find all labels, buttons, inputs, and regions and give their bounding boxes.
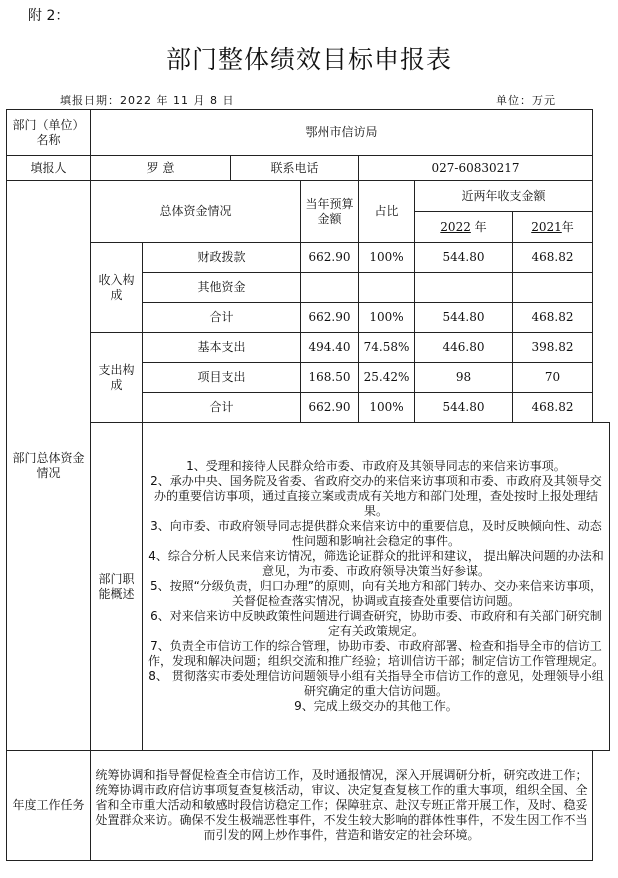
duty-item: 7、负责全市信访工作的综合管理，协助市委、市政府部署、检查和指导全市的信访工作，发现和解决问题；组织交流和推广经验；培训信访干部；制定信访工作管理规定。 xyxy=(147,639,604,668)
fill-date: 填报日期：2022 年 11 月 8 日 xyxy=(60,94,235,107)
row-ratio: 100% xyxy=(359,303,415,333)
overall-funds-label: 总体资金情况 xyxy=(91,181,301,243)
unit-label: 单位：万元 xyxy=(496,94,556,107)
duties-content xyxy=(143,423,610,751)
row-ratio: 74.58% xyxy=(359,333,415,363)
row-ratio: 100% xyxy=(359,243,415,273)
row-2022: 544.80 xyxy=(415,303,513,333)
duty-item: 3、向市委、市政府领导同志提供群众来信来访中的重要信息，及时反映倾向性、动态性问题和影响社会稳定的事件。 xyxy=(150,519,602,548)
row-name: 基本支出 xyxy=(143,333,301,363)
expense-label: 支出构成 xyxy=(91,333,143,423)
row-2022: 98 xyxy=(415,363,513,393)
dept-label: 部门（单位）名称 xyxy=(7,110,91,156)
row-2021: 468.82 xyxy=(513,393,593,423)
funds-section-label: 部门总体资金情况 xyxy=(7,181,91,751)
duty-item: 9、完成上级交办的其他工作。 xyxy=(294,699,458,713)
row-name: 财政拨款 xyxy=(143,243,301,273)
page-title: 部门整体绩效目标申报表 xyxy=(165,45,452,74)
funds-header-row xyxy=(7,181,610,212)
row-ratio: 25.42% xyxy=(359,363,415,393)
row-2021: 70 xyxy=(513,363,593,393)
filler-value: 罗 意 xyxy=(91,156,231,181)
year-2021-header: 2021年 xyxy=(513,212,593,243)
duty-item: 1、受理和接待人民群众给市委、市政府及其领导同志的来信来访事项。 xyxy=(186,459,566,473)
duty-item: 6、对来信来访中反映政策性问题进行调查研究，协助市委、市政府和有关部门研究制定有关政策规定。 xyxy=(150,609,602,638)
row-2021: 398.82 xyxy=(513,333,593,363)
annual-tasks-row xyxy=(7,751,610,861)
duties-row xyxy=(7,423,610,751)
row-ratio xyxy=(359,273,415,303)
duties-label: 部门职能概述 xyxy=(91,423,143,751)
filler-row xyxy=(7,156,610,181)
annual-tasks-label: 年度工作任务 xyxy=(7,751,91,861)
phone-label: 联系电话 xyxy=(231,156,359,181)
row-2021 xyxy=(513,273,593,303)
row-budget: 662.90 xyxy=(301,303,359,333)
dept-row xyxy=(7,110,610,156)
annex-label: 附 2： xyxy=(28,8,70,24)
income-label: 收入构成 xyxy=(91,243,143,333)
duty-item: 8、 贯彻落实市委处理信访问题领导小组有关指导全市信访工作的意见，处理领导小组研究确定的重大信访问题。 xyxy=(148,669,604,698)
row-name: 合计 xyxy=(143,393,301,423)
duty-item: 5、按照“分级负责，归口办理”的原则，向有关地方和部门转办、交办来信来访事项，关督促检查落实情况，协调或直接查处重要信访问题。 xyxy=(149,579,603,608)
budget-header: 当年预算金额 xyxy=(301,181,359,243)
duty-item: 2、承办中央、国务院及省委、省政府交办的来信来访事项和市委、市政府及其领导交办的重要信访事项，通过直接立案或责成有关地方和部门处理，查处按时上报处理结果。 xyxy=(150,474,602,518)
row-budget: 662.90 xyxy=(301,243,359,273)
year-2022-header: 2022 年 xyxy=(415,212,513,243)
duty-item: 4、综合分析人民来信来访情况，筛选论证群众的批评和建议， 提出解决问题的办法和意见，为市委、市政府领导决策当好参谋。 xyxy=(148,549,604,578)
expense-row xyxy=(7,333,610,363)
filler-label: 填报人 xyxy=(7,156,91,181)
row-ratio: 100% xyxy=(359,393,415,423)
row-budget xyxy=(301,273,359,303)
ratio-header: 占比 xyxy=(359,181,415,243)
row-2021: 468.82 xyxy=(513,243,593,273)
income-row xyxy=(7,243,610,273)
row-2022: 446.80 xyxy=(415,333,513,363)
row-2022 xyxy=(415,273,513,303)
row-name: 合计 xyxy=(143,303,301,333)
performance-form-table xyxy=(6,109,610,861)
row-2022: 544.80 xyxy=(415,243,513,273)
phone-value: 027-60830217 xyxy=(359,156,593,181)
row-budget: 168.50 xyxy=(301,363,359,393)
row-name: 项目支出 xyxy=(143,363,301,393)
row-budget: 662.90 xyxy=(301,393,359,423)
row-budget: 494.40 xyxy=(301,333,359,363)
recent-years-header: 近两年收支金额 xyxy=(415,181,593,212)
row-2021: 468.82 xyxy=(513,303,593,333)
annual-tasks-content: 统筹协调和指导督促检查全市信访工作，及时通报情况，深入开展调研分析，研究改进工作；统筹协调市政府信访事项复查复核活动，审议、决定复查复核工作的重大事项，组织全国、全省和全市重大活动和敏感时段信访稳定工作；保障驻京、赴汉专班正常开展工作，及时、稳妥处置群众来访。确保不发生极端恶性事件，不发生较大影响的群体性事件，不发生因工作不当而引发的网上炒作事件，营造和谐安定的社会环境。 xyxy=(91,751,593,861)
row-name: 其他资金 xyxy=(143,273,301,303)
row-2022: 544.80 xyxy=(415,393,513,423)
dept-value: 鄂州市信访局 xyxy=(91,110,593,156)
